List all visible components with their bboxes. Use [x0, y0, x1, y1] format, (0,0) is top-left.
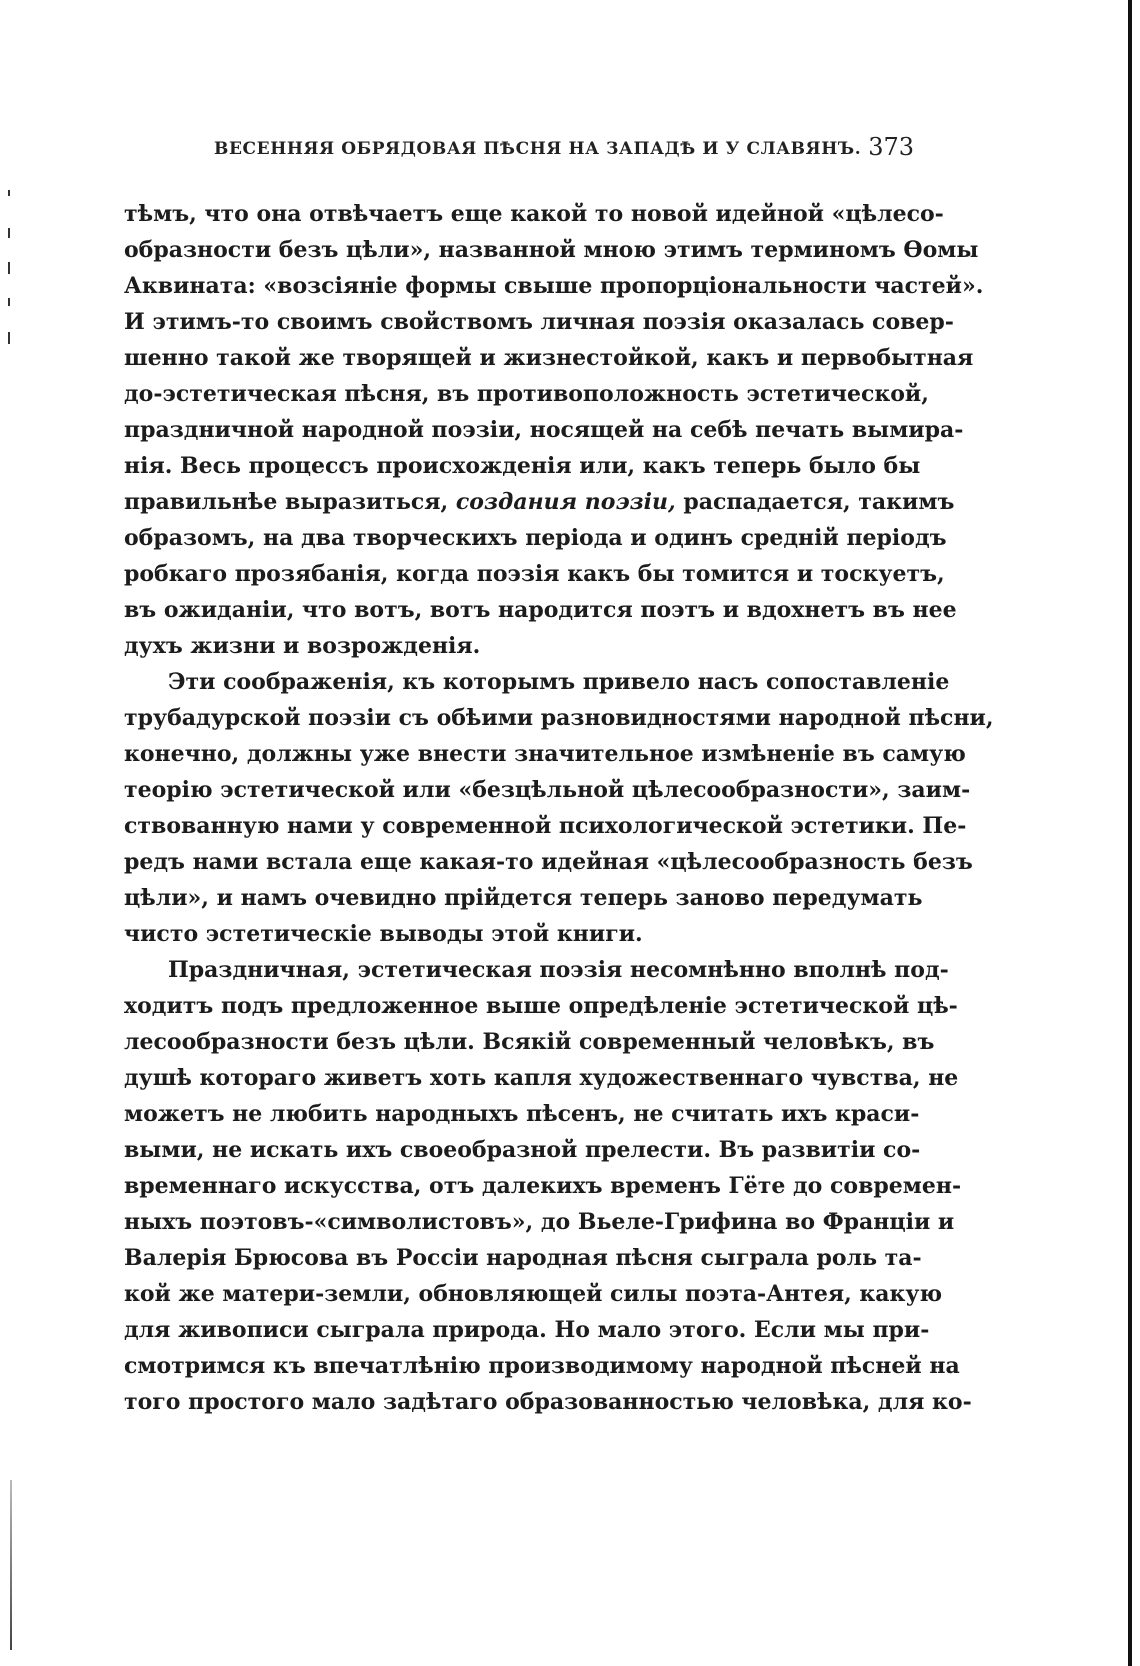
text-line: можетъ не любить народныхъ пѣсенъ, не считать ихъ краси- — [124, 1101, 920, 1127]
text-line: временнаго искусства, отъ далекихъ временъ Гёте до современ- — [124, 1173, 962, 1199]
scan-edge-shadow — [10, 1480, 12, 1650]
text-line: праздничной народной поэзіи, носящей на себѣ печать вымира- — [124, 417, 964, 443]
italic-phrase: создания поэзіи, — [455, 489, 676, 515]
text-line: для живописи сыграла природа. Но мало этого. Если мы при- — [124, 1317, 930, 1343]
text-line: робкаго прозябанія, когда поэзія какъ бы томится и тоскуетъ, — [124, 561, 945, 587]
text-line-part: правильнѣе выразиться, — [124, 489, 449, 515]
text-line: Валерія Брюсова въ Россіи народная пѣсня сыграла роль та- — [124, 1245, 922, 1271]
text-line: конечно, должны уже внести значительное измѣненіе въ самую — [124, 741, 966, 767]
text-line-part: распадается, такимъ — [683, 489, 955, 515]
scan-specks — [8, 190, 14, 370]
text-line: трубадурской поэзіи съ обѣими разновидностями народной пѣсни, — [124, 705, 994, 731]
body-text — [124, 196, 994, 1420]
text-line: выми, не искать ихъ своеобразной прелести. Въ развитіи со- — [124, 1137, 921, 1163]
text-line: смотримся къ впечатлѣнію производимому народной пѣсней на — [124, 1353, 960, 1379]
paragraph-first-line: Праздничная, эстетическая поэзія несомнѣнно вполнѣ под- — [168, 957, 949, 983]
text-line: до-эстетическая пѣсня, въ противоположность эстетической, — [124, 381, 929, 407]
text-line: ствованную нами у современной психологической эстетики. Пе- — [124, 813, 967, 839]
text-line: теорію эстетической или «безцѣльной цѣлесообразности», заим- — [124, 777, 971, 803]
text-line: редъ нами встала еще какая-то идейная «цѣлесообразность безъ — [124, 849, 973, 875]
text-line: нія. Весь процессъ происхожденія или, какъ теперь было бы — [124, 453, 921, 479]
text-line: И этимъ-то своимъ свойствомъ личная поэзія оказалась совер- — [124, 309, 954, 335]
text-line: цѣли», и намъ очевидно прійдется теперь заново передумать — [124, 885, 923, 911]
text-line: въ ожиданіи, что вотъ, вотъ народится поэтъ и вдохнетъ въ нее — [124, 597, 957, 623]
text-line: тѣмъ, что она отвѣчаетъ еще какой то новой идейной «цѣлесо- — [124, 201, 944, 227]
text-line: лесообразности безъ цѣли. Всякій современный человѣкъ, въ — [124, 1029, 935, 1055]
page-edge-line — [1128, 0, 1132, 1666]
page-number: 373 — [868, 133, 914, 161]
text-line: того простого мало задѣтаго образованностью человѣка, для ко- — [124, 1389, 972, 1415]
text-line: образомъ, на два творческихъ періода и одинъ средній періодъ — [124, 525, 947, 551]
text-line: чисто эстетическіе выводы этой книги. — [124, 921, 643, 947]
paragraph-first-line: Эти соображенія, къ которымъ привело насъ сопоставленіе — [168, 669, 950, 695]
text-line: шенно такой же творящей и жизнестойкой, какъ и первобытная — [124, 345, 974, 371]
running-head: ВЕСЕННЯЯ ОБРЯДОВАЯ ПѢСНЯ НА ЗАПАДѢ И У СЛАВЯНЪ. — [214, 139, 862, 159]
text-line — [124, 484, 955, 520]
text-line: ходитъ подъ предложенное выше опредѣленіе эстетической цѣ- — [124, 993, 958, 1019]
text-line: образности безъ цѣли», названной мною этимъ терминомъ Ѳомы — [124, 237, 979, 263]
text-line: кой же матери-земли, обновляющей силы поэта-Антея, какую — [124, 1281, 943, 1307]
page-header — [214, 133, 914, 165]
text-line: духъ жизни и возрожденія. — [124, 633, 481, 659]
text-line: ныхъ поэтовъ-«символистовъ», до Вьеле-Грифина во Франціи и — [124, 1209, 955, 1235]
text-line: Аквината: «возсіяніе формы свыше пропорціональности частей». — [124, 273, 984, 299]
text-line: душѣ котораго живетъ хоть капля художественнаго чувства, не — [124, 1065, 959, 1091]
